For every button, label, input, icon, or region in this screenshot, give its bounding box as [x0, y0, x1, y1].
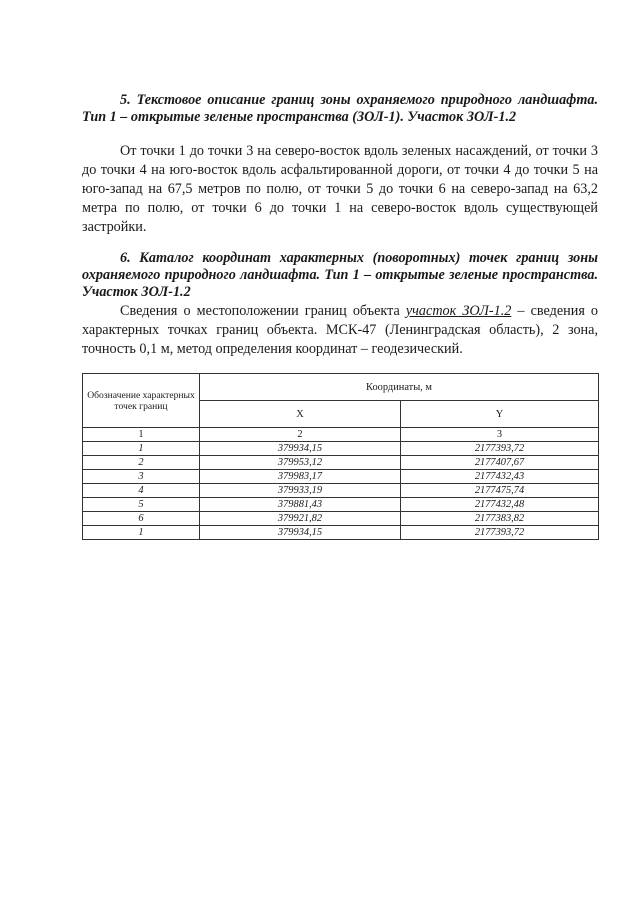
- point-cell: 2: [83, 456, 200, 470]
- x-cell: 379934,15: [200, 442, 401, 456]
- point-cell: 1: [83, 442, 200, 456]
- object-link: участок ЗОЛ-1.2: [405, 303, 512, 319]
- point-designation-header: Обозначение характерных точек границ: [83, 374, 200, 428]
- y-header: Y: [401, 401, 599, 428]
- x-cell: 379881,43: [200, 498, 401, 512]
- table-row: [83, 456, 599, 470]
- y-cell: 2177393,72: [401, 526, 599, 540]
- section-6-body: [82, 302, 598, 359]
- index-cell: 3: [401, 428, 599, 442]
- index-cell: 2: [200, 428, 401, 442]
- coordinates-table: [82, 373, 599, 540]
- y-cell: 2177432,48: [401, 498, 599, 512]
- x-cell: 379921,82: [200, 512, 401, 526]
- table-row: [83, 470, 599, 484]
- point-cell: 6: [83, 512, 200, 526]
- point-cell: 4: [83, 484, 200, 498]
- section-6-body-start: Сведения о местоположении границ объекта: [120, 303, 406, 319]
- x-cell: 379953,12: [200, 456, 401, 470]
- y-cell: 2177432,43: [401, 470, 599, 484]
- point-cell: 3: [83, 470, 200, 484]
- y-cell: 2177475,74: [401, 484, 599, 498]
- table-row: [83, 512, 599, 526]
- index-cell: 1: [83, 428, 200, 442]
- x-cell: 379983,17: [200, 470, 401, 484]
- table-row: [83, 526, 599, 540]
- table-row: [83, 442, 599, 456]
- table-row: [83, 484, 599, 498]
- y-cell: 2177383,82: [401, 512, 599, 526]
- section-6-body-end: – сведения о характерных точках границ объекта. МСК-47 (Ленинградская область), 2 зона, точность 0,1 м, метод определения координат – геодезический.: [82, 303, 599, 357]
- section-5-heading: 5. Текстовое описание границ зоны охраняемого природного ландшафта. Тип 1 – открытые зеленые пространства (ЗОЛ-1). Участок ЗОЛ-1.2: [82, 92, 598, 125]
- x-cell: 379934,15: [200, 526, 401, 540]
- section-5-body: От точки 1 до точки 3 на северо-восток вдоль зеленых насаждений, от точки 3 до точки 4 на юго-восток вдоль асфальтированной дороги, от точки 4 до точки 5 на юго-запад на 67,5 метров по полю, от точки 5 до точки 6 на северо-запад на 63,2 метра по полю, от точки 6 до точки 1 на северо-восток вдоль существующей застройки.: [82, 143, 598, 235]
- y-cell: 2177407,67: [401, 456, 599, 470]
- x-header: X: [200, 401, 401, 428]
- table-row: [83, 498, 599, 512]
- coordinates-header: Координаты, м: [200, 374, 599, 401]
- point-cell: 5: [83, 498, 200, 512]
- section-6-heading: 6. Каталог координат характерных (поворотных) точек границ зоны охраняемого природного ландшафта. Тип 1 – открытые зеленые пространства. Участок ЗОЛ-1.2: [82, 250, 598, 300]
- y-cell: 2177393,72: [401, 442, 599, 456]
- point-cell: 1: [83, 526, 200, 540]
- x-cell: 379933,19: [200, 484, 401, 498]
- column-index-row: [83, 428, 599, 442]
